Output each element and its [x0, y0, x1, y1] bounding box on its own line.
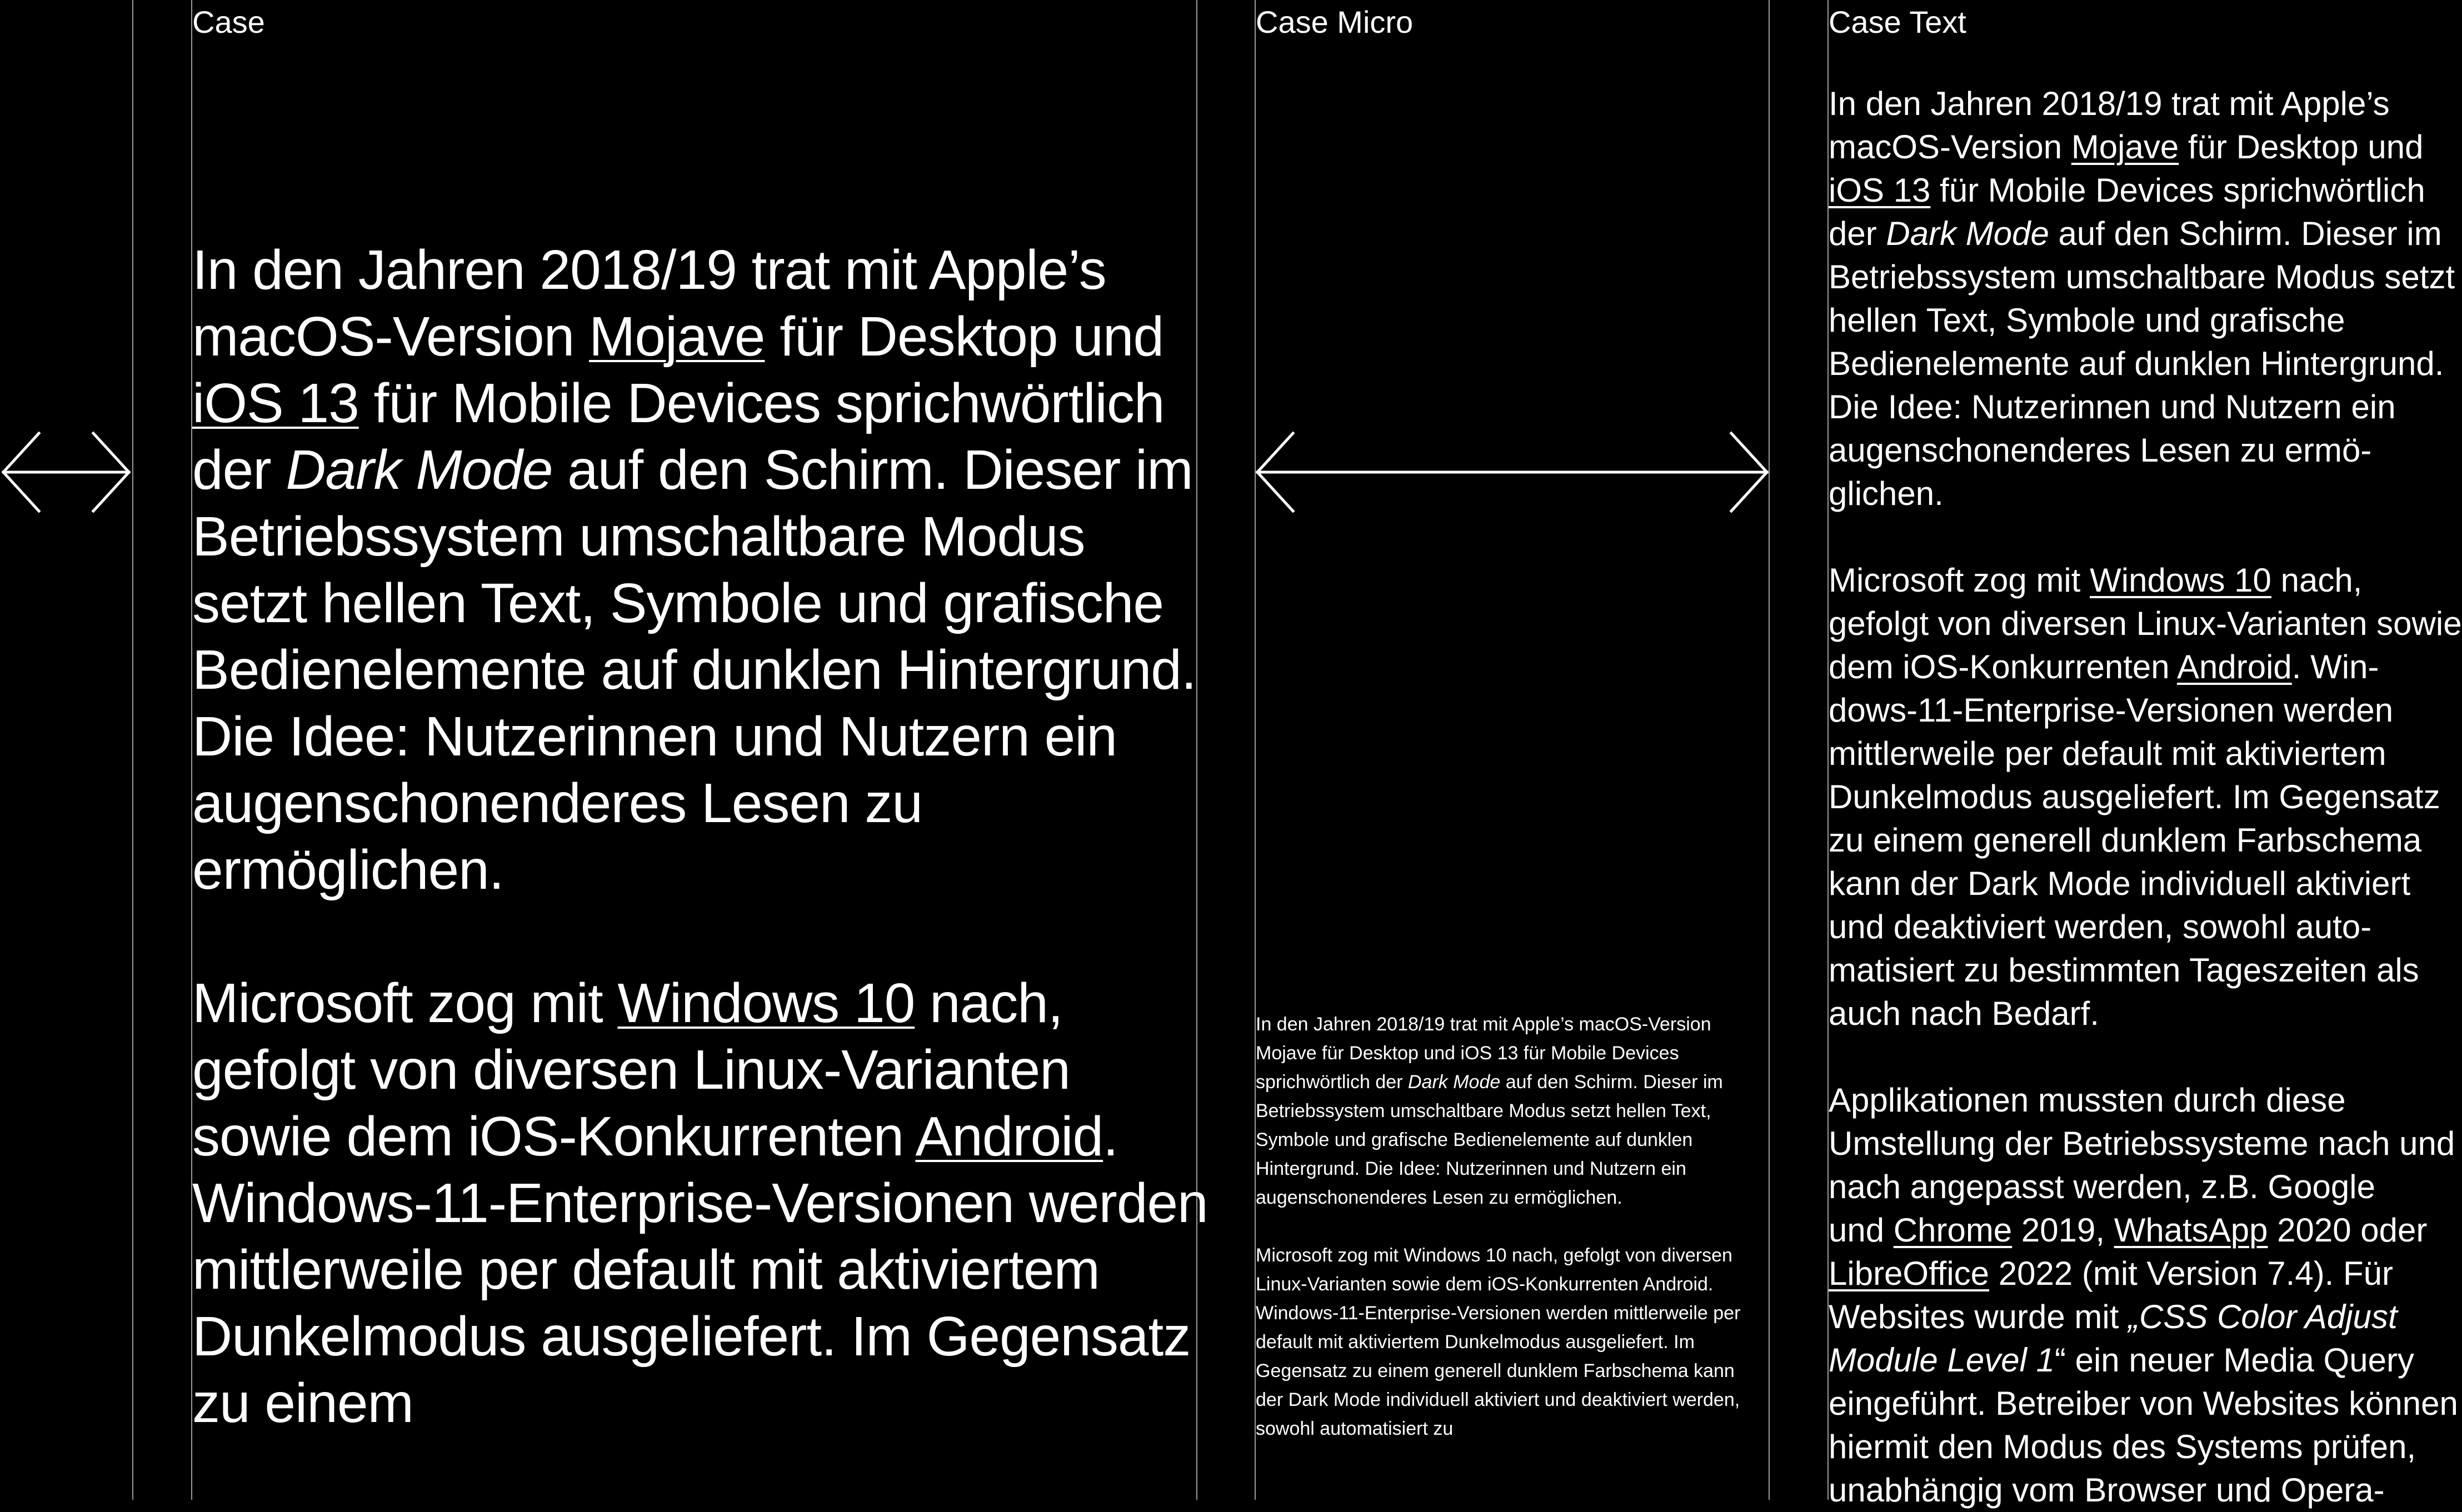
text-line: In den Jahren 2018/19 trat mit Apple’s	[1829, 85, 2390, 122]
text-line: Betriebssystem umschaltbare Modus setzt	[1829, 258, 2455, 296]
link-ios13[interactable]: iOS 13	[192, 372, 359, 434]
text-line: auch nach Bedarf.	[1829, 995, 2100, 1032]
column-case-text	[1829, 0, 2462, 1509]
text-line: dows-11-Enterprise-Versionen werden	[1829, 692, 2394, 729]
case-body-text	[192, 237, 1209, 1436]
divider-line	[1769, 0, 1770, 1500]
link-windows10[interactable]: Windows 10	[2090, 562, 2271, 599]
text-run: macOS-Version	[1829, 128, 2071, 166]
emphasis: „CSS Color Adjust	[2128, 1298, 2398, 1335]
column-case-micro	[1256, 0, 1768, 1500]
paragraph	[192, 970, 1209, 1436]
link-libreoffice[interactable]: LibreOffice	[1829, 1255, 1990, 1292]
text-line: gefolgt von diversen Linux-Varianten sowie	[1829, 605, 2462, 642]
emphasis: Dark Mode	[1886, 215, 2049, 252]
double-arrow-icon	[0, 428, 132, 517]
column-case	[192, 0, 1208, 1500]
link-mojave[interactable]: Mojave	[589, 306, 765, 368]
text-line: Applikationen mussten durch diese	[1829, 1082, 2346, 1119]
link-chrome[interactable]: Chrome	[1893, 1211, 2012, 1249]
emphasis: Module Level 1	[1829, 1341, 2055, 1379]
link-whatsapp[interactable]: WhatsApp	[2114, 1211, 2268, 1249]
text-run: auf den Schirm. Dieser im Betriebssystem umschaltbare Modus setzt hellen Text, Symbole und grafische Bedienelemente auf dunklen Hintergrund. Die Idee: Nutzerinnen und Nutzern ein augenschonenderes Lesen zu ermöglichen.	[1256, 1072, 1723, 1208]
text-run: und	[1829, 1211, 1894, 1249]
text-line: Dunkelmodus ausgeliefert. Im Gegensatz	[1829, 778, 2440, 815]
text-run: für Mobile Devices sprichwörtlich der	[192, 372, 1165, 501]
link-ios13[interactable]: iOS 13	[1829, 172, 1931, 209]
text-line: nach angepasst werden, z.B. Google	[1829, 1168, 2375, 1205]
link-android[interactable]: Android	[915, 1105, 1103, 1168]
text-run: der	[1829, 215, 1886, 252]
divider-line	[132, 0, 133, 1500]
micro-body-text	[1256, 1010, 1767, 1443]
paragraph: Microsoft zog mit Windows 10 nach, gefolgt von diversen Linux-Varianten sowie dem iOS-Konkurrenten Android. Windows-11-Enterprise-Versionen werden mittlerweile per default mit aktiviertem Dunkelmodus ausgeliefert. Im Gegensatz zu einem generell dunklem Farbschema kann der Dark Mode individuell aktiviert und deaktiviert werden, sowohl automatisiert zu	[1256, 1245, 1741, 1439]
text-line: glichen.	[1829, 475, 1944, 512]
text-run: Microsoft zog mit	[192, 972, 618, 1034]
text-run: auf den Schirm. Dieser im Betriebssystem umschaltbare Modus setzt hellen Text, Symbole und grafische Bedienelemente auf dunklen Hintergrund. Die Idee: Nutzerinnen und Nutzern ein augenschonenderes Lesen zu ermöglichen.	[192, 439, 1196, 901]
text-run: Websites wurde mit	[1829, 1298, 2129, 1335]
column-label: Case	[192, 4, 265, 39]
text-run: für Desktop und	[2179, 128, 2424, 166]
text-run: dem iOS-Konkurrenten	[1829, 648, 2177, 685]
column-label: Case Micro	[1256, 4, 1414, 39]
text-run: 2019,	[2012, 1211, 2114, 1249]
text-line: Bedienelemente auf dunklen Hintergrund.	[1829, 345, 2444, 382]
text-run: nach,	[2271, 562, 2363, 599]
text-line: zu einem generell dunklem Farbschema	[1829, 822, 2422, 859]
emphasis: Dark Mode	[286, 439, 553, 501]
paragraph	[1829, 82, 2455, 515]
text-run: . Windows-11-Enterprise-Versionen werden mittlerweile per default mit aktiviertem Dunkelmodus ausgeliefert. Im Gegensatz zu einem	[192, 1105, 1208, 1434]
text-run: In den Jahren 2018/19 trat mit Apple’s macOS-Version	[192, 239, 1106, 368]
text-run: . Win-	[2291, 648, 2379, 685]
text-run: nach, gefolgt von diversen Linux-Varianten sowie dem iOS-Konkurrenten	[192, 972, 1070, 1168]
text-run: für Desktop und	[765, 306, 1164, 368]
text-line: matisiert zu bestimmten Tageszeiten als	[1829, 952, 2419, 989]
text-line: Umstellung der Betriebssysteme nach und	[1829, 1125, 2455, 1162]
paragraph	[1829, 559, 2462, 1035]
text-run: 2020 oder	[2268, 1211, 2428, 1249]
text-body	[1829, 82, 2462, 1512]
link-mojave[interactable]: Mojave	[2071, 128, 2179, 166]
text-line: Die Idee: Nutzerinnen und Nutzern ein	[1829, 388, 2396, 425]
link-windows10[interactable]: Windows 10	[617, 972, 915, 1034]
text-run: für Mobile Devices sprichwörtlich	[1930, 172, 2425, 209]
text-run: 2022 (mit Version 7.4). Für	[1989, 1255, 2394, 1292]
text-line: und deaktiviert werden, sowohl auto-	[1829, 908, 2372, 945]
paragraph	[192, 237, 1209, 903]
text-line: hiermit den Modus des Systems prüfen,	[1829, 1428, 2416, 1465]
text-run: In den Jahren 2018/19 trat mit Apple’s macOS-Version Mojave für Desktop und iOS 13 für Mobile Devices sprichwörtlich der	[1256, 1014, 1711, 1093]
text-line: hellen Text, Symbole und grafische	[1829, 302, 2345, 339]
paragraph	[1829, 1079, 2458, 1512]
text-run: “ ein neuer Media Query	[2054, 1341, 2414, 1379]
text-line: augenschonenderes Lesen zu ermö-	[1829, 432, 2372, 469]
text-line: eingeführt. Betreiber von Websites können	[1829, 1385, 2458, 1422]
text-line: mittlerweile per default mit aktiviertem	[1829, 735, 2386, 772]
emphasis: Dark Mode	[1407, 1072, 1501, 1093]
text-line: unabhängig vom Browser und Opera-	[1829, 1471, 2385, 1509]
text-run: Microsoft zog mit	[1829, 562, 2090, 599]
text-run: auf den Schirm. Dieser im	[2049, 215, 2442, 252]
link-android[interactable]: Android	[2176, 648, 2292, 685]
text-line: kann der Dark Mode individuell aktiviert	[1829, 865, 2411, 902]
column-label: Case Text	[1829, 4, 1966, 39]
paragraph	[1256, 1010, 1767, 1212]
